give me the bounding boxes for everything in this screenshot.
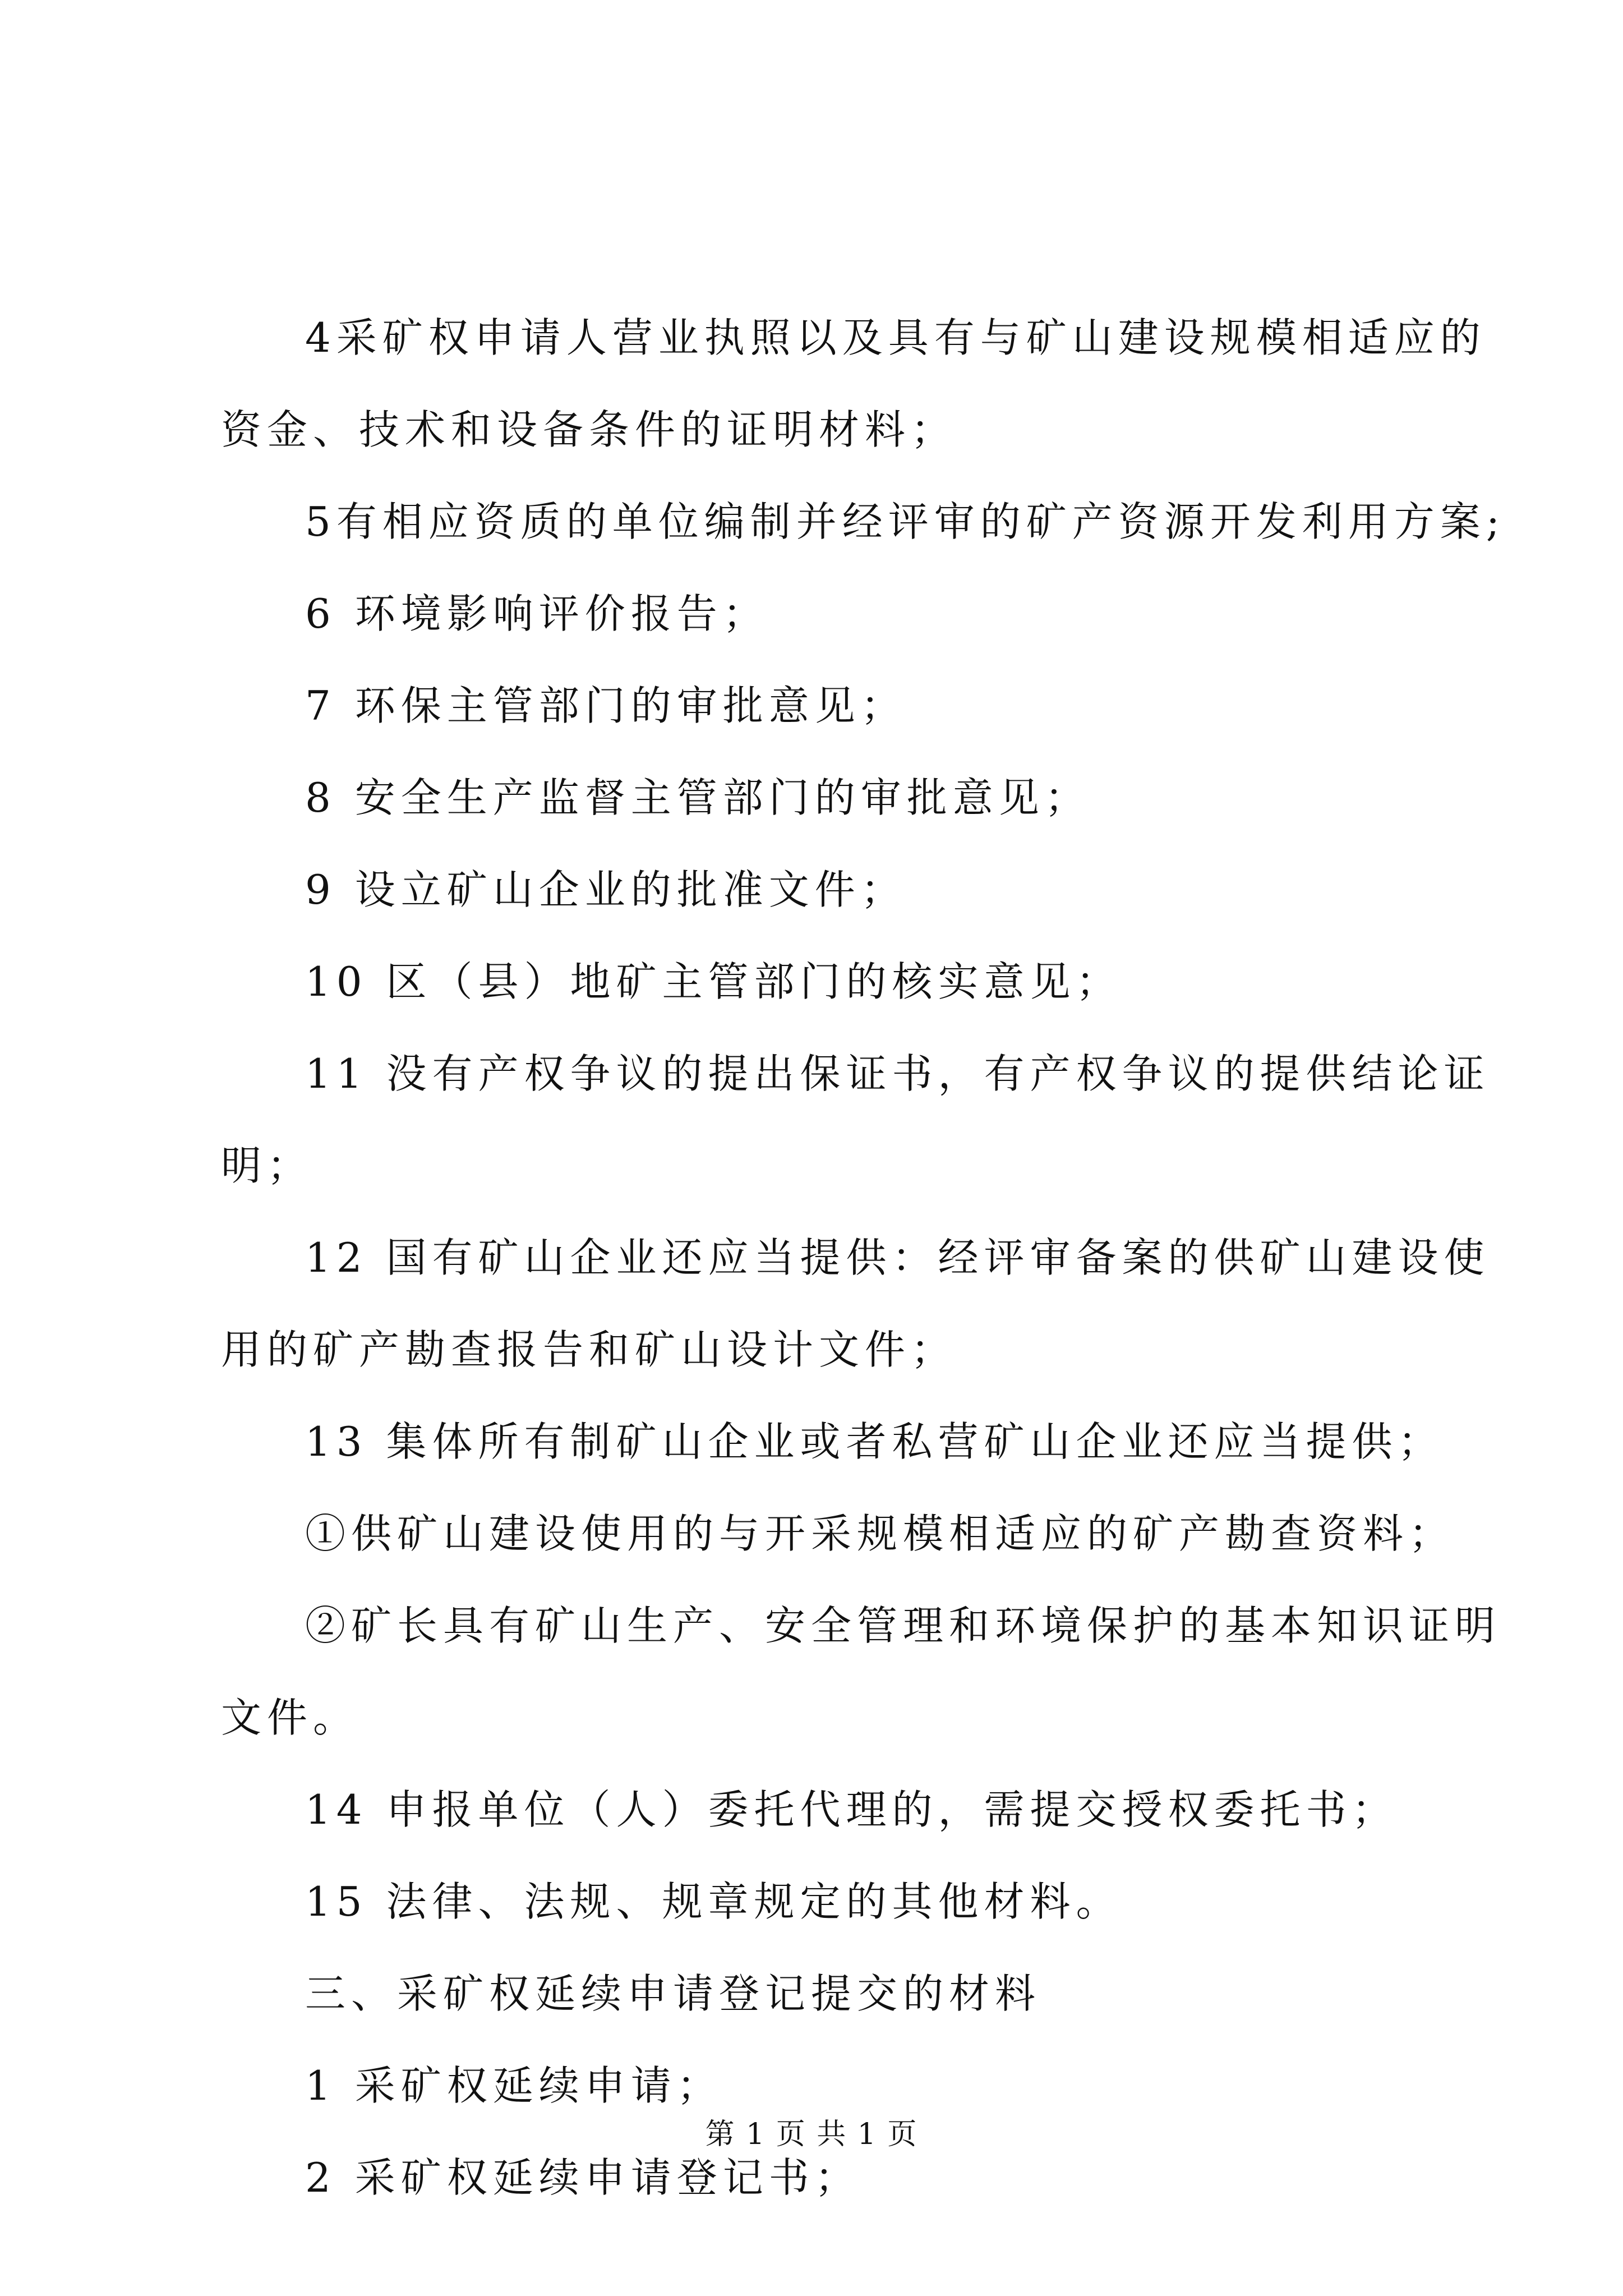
list-item: 9 设立矿山企业的批准文件； [305, 866, 907, 913]
list-item: 15 法律、法规、规章规定的其他材料。 [305, 1878, 1122, 1925]
list-item: 2 采矿权延续申请登记书； [305, 2154, 861, 2201]
list-item: 11 没有产权争议的提出保证书，有产权争议的提供结论证 [305, 1050, 1490, 1097]
list-item: 5有相应资质的单位编制并经评审的矿产资源开发利用方案; [305, 498, 1506, 545]
list-item: 4采矿权申请人营业执照以及具有与矿山建设规模相适应的 [305, 314, 1486, 361]
list-item: 13 集体所有制矿山企业或者私营矿山企业还应当提供； [305, 1418, 1444, 1465]
sub-list-item: ②矿长具有矿山生产、安全管理和环境保护的基本知识证明 [305, 1602, 1501, 1649]
document-body [221, 292, 1506, 2224]
list-item: 12 国有矿山企业还应当提供：经评审备案的供矿山建设使 [305, 1234, 1490, 1281]
list-item-continuation: 文件。 [221, 1694, 359, 1741]
page-number-footer: 第 1 页 共 1 页 [705, 2118, 918, 2151]
list-item: 6 环境影响评价报告； [305, 590, 769, 637]
list-item: 14 申报单位（人）委托代理的，需提交授权委托书； [305, 1786, 1398, 1833]
sub-list-item: ①供矿山建设使用的与开采规模相适应的矿产勘查资料； [305, 1510, 1455, 1557]
list-item-continuation: 资金、技术和设备条件的证明材料； [221, 406, 957, 453]
section-heading: 三、采矿权延续申请登记提交的材料 [305, 1970, 1041, 2017]
list-item: 10 区（县）地矿主管部门的核实意见； [305, 958, 1122, 1005]
list-item: 7 环保主管部门的审批意见； [305, 682, 907, 729]
list-item: 1 采矿权延续申请； [305, 2062, 723, 2109]
list-item-continuation: 明； [221, 1142, 313, 1189]
list-item-continuation: 用的矿产勘查报告和矿山设计文件； [221, 1326, 957, 1373]
list-item: 8 安全生产监督主管部门的审批意见； [305, 774, 1091, 821]
